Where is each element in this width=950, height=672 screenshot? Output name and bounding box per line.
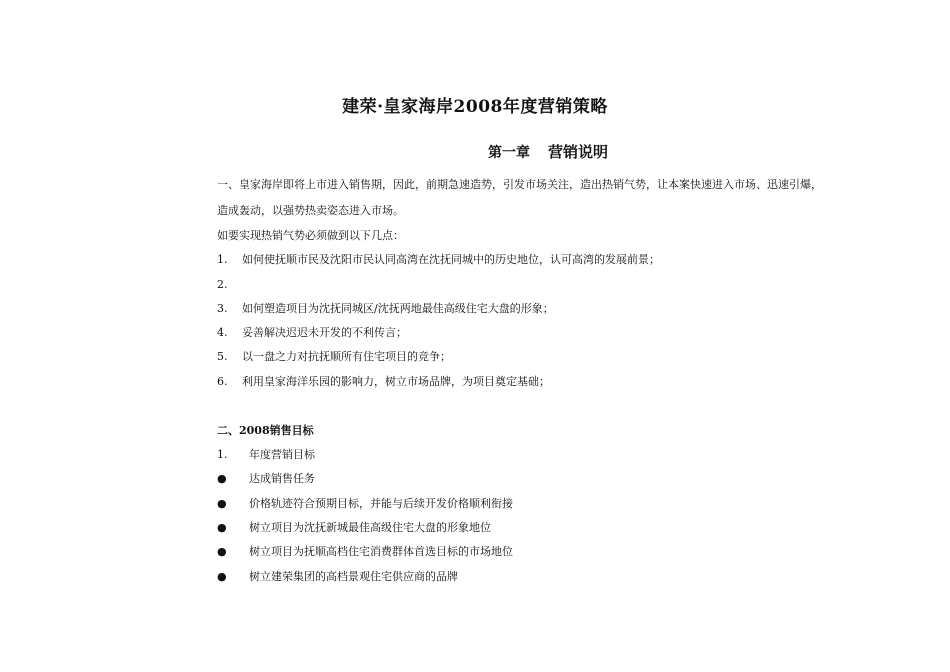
bullet-text: 树立项目为沈抚新城最佳高级住宅大盘的形象地位 <box>249 521 491 534</box>
section2-heading: 二、2008销售目标 <box>217 424 314 437</box>
bullet-icon: ● <box>217 472 227 485</box>
bullet-text: 价格轨迹符合预期目标，并能与后续开发价格顺利衔接 <box>249 497 513 510</box>
list-item-number: 3. <box>217 302 228 315</box>
bullet-item <box>217 521 491 535</box>
list-item-number: 1. <box>217 253 228 266</box>
section1-paragraph-line1: 一、皇家海岸即将上市进入销售期，因此，前期急速造势，引发市场关注，造出热销气势，让本案快速进入市场、迅速引爆， <box>217 178 822 191</box>
list-item-text: 如何使抚顺市民及沈阳市民认同高湾在沈抚同城中的历史地位，认可高湾的发展前景； <box>242 253 660 266</box>
list-item-text: 以一盘之力对抗抚顺所有住宅项目的竞争； <box>242 350 451 363</box>
list-item-text: 如何塑造项目为沈抚同城区/沈抚两地最佳高级住宅大盘的形象； <box>242 302 554 315</box>
list-item <box>217 253 660 267</box>
chapter-heading <box>488 141 608 162</box>
sub-list-item-number: 1. <box>217 448 228 461</box>
list-item-number: 4. <box>217 326 228 339</box>
bullet-text: 树立建荣集团的高档景观住宅供应商的品牌 <box>249 570 458 583</box>
document-title: 建荣·皇家海岸2008年度营销策略 <box>342 97 608 117</box>
bullet-text: 树立项目为抚顺高档住宅消费群体首选目标的市场地位 <box>249 545 513 558</box>
section1-paragraph-line2: 造成轰动，以强势热卖姿态进入市场。 <box>217 204 404 217</box>
bullet-icon: ● <box>217 497 227 510</box>
list-item <box>217 278 242 292</box>
bullet-icon: ● <box>217 570 227 583</box>
bullet-icon: ● <box>217 545 227 558</box>
list-item-text: 妥善解决迟迟未开发的不利传言； <box>242 326 407 339</box>
chapter-name: 营销说明 <box>548 143 609 161</box>
bullet-item <box>217 497 513 511</box>
sub-list-item-text: 年度营销目标 <box>249 448 315 461</box>
list-item <box>217 375 550 389</box>
bullet-item <box>217 472 315 486</box>
bullet-icon: ● <box>217 521 227 534</box>
section1-intro: 如要实现热销气势必须做到以下几点： <box>217 229 404 242</box>
list-item-text: 利用皇家海洋乐园的影响力，树立市场品牌，为项目奠定基础； <box>242 375 550 388</box>
bullet-text: 达成销售任务 <box>249 472 315 485</box>
bullet-item <box>217 570 458 584</box>
bullet-item <box>217 545 513 559</box>
list-item-number: 5. <box>217 350 228 363</box>
sub-list-item <box>217 448 315 462</box>
chapter-number: 第一章 <box>488 145 530 161</box>
list-item-number: 6. <box>217 375 228 388</box>
list-item <box>217 326 407 340</box>
list-item <box>217 350 451 364</box>
list-item-number: 2. <box>217 278 228 291</box>
list-item <box>217 302 554 316</box>
